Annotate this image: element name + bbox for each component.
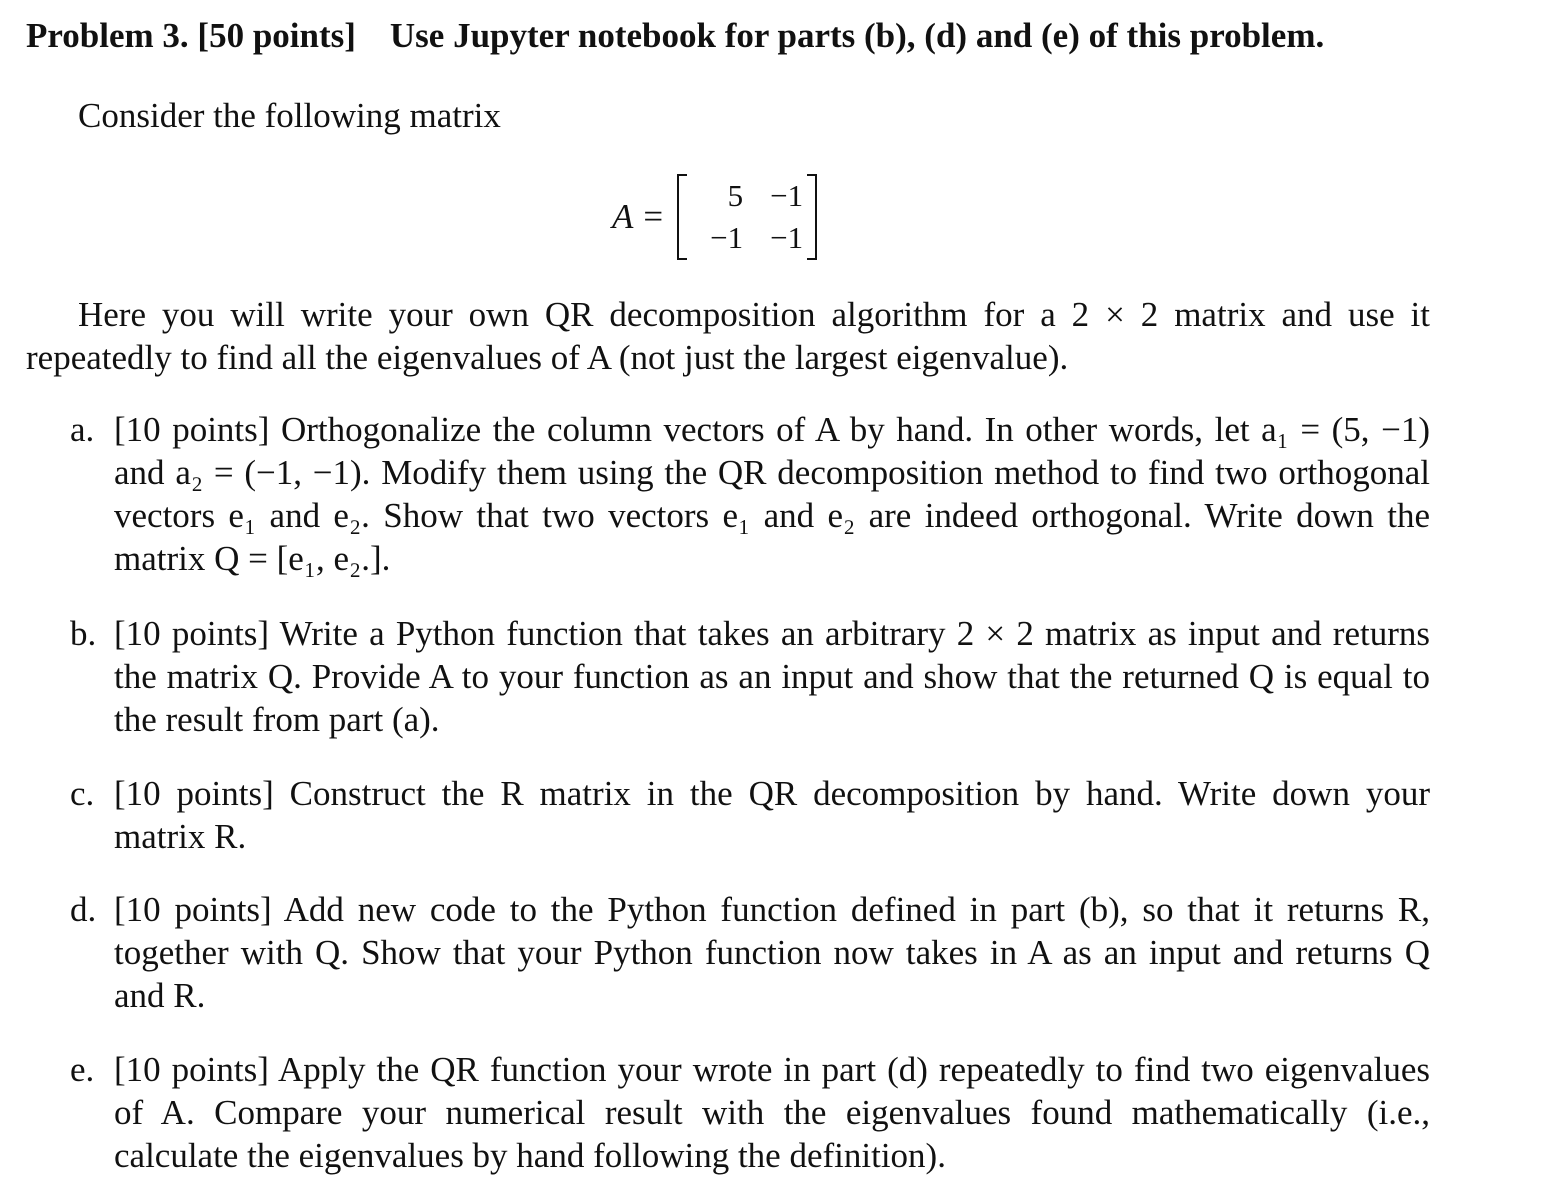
matrix-grid [687,175,807,259]
left-bracket [677,174,687,260]
part-label: e. [70,1050,95,1089]
part-text: [10 points] Apply the QR function your wrote in part (d) repeatedly to find two eigenvalues of A. Compare your numerical result with the eigenvalues found mathematically (i.e., calculate the eigenvalues by hand following the definition). [114,1050,1430,1175]
part-text: [10 points] Add new code to the Python function defined in part (b), so that it returns R, together with Q. Show that your Python function now takes in A as an input and returns Q and R. [114,890,1430,1015]
matrix-cell-12: −1 [770,178,804,213]
matrix-cell-21: −1 [710,220,744,255]
part-label: c. [70,774,95,813]
part-text: [10 points] Write a Python function that takes an arbitrary 2 × 2 matrix as input and returns the matrix Q. Provide A to your function as an input and show that the returned Q is equal to the result from part (a). [114,614,1430,739]
part-e [70,1048,1430,1177]
matrix-name: A [612,197,634,236]
matrix-cell-22: −1 [770,220,804,255]
part-text: [10 points] Orthogonalize the column vectors of A by hand. In other words, let a₁ = (5, −1) and a₂ = (−1, −1). Modify them using the QR decomposition method to find two orthogonal vectors e₁ and e₂. Show that two vectors e₁ and e₂ are indeed orthogonal. Write down the matrix Q = [e₁, e₂.]. [114,410,1430,578]
part-label: a. [70,410,95,449]
matrix-cell-11: 5 [727,178,744,213]
part-c [70,772,1430,858]
problem-header [26,16,1324,56]
part-b [70,612,1430,741]
problem-instruction: Use Jupyter notebook for parts (b), (d) and (e) of this problem. [389,16,1325,55]
right-bracket [807,174,817,260]
part-d [70,888,1430,1017]
matrix-equals: = [643,197,664,236]
part-label: d. [70,890,97,929]
matrix-equation [612,172,817,262]
part-text: [10 points] Construct the R matrix in the QR decomposition by hand. Write down your matrix R. [114,774,1430,856]
problem-label: Problem 3. [50 points] [26,16,356,55]
part-a [70,408,1430,580]
description-paragraph: Here you will write your own QR decomposition algorithm for a 2 × 2 matrix and use it repeatedly to find all the eigenvalues of A (not just the largest eigenvalue). [26,295,1430,377]
intro-text: Consider the following matrix [78,96,501,135]
part-label: b. [70,614,97,653]
